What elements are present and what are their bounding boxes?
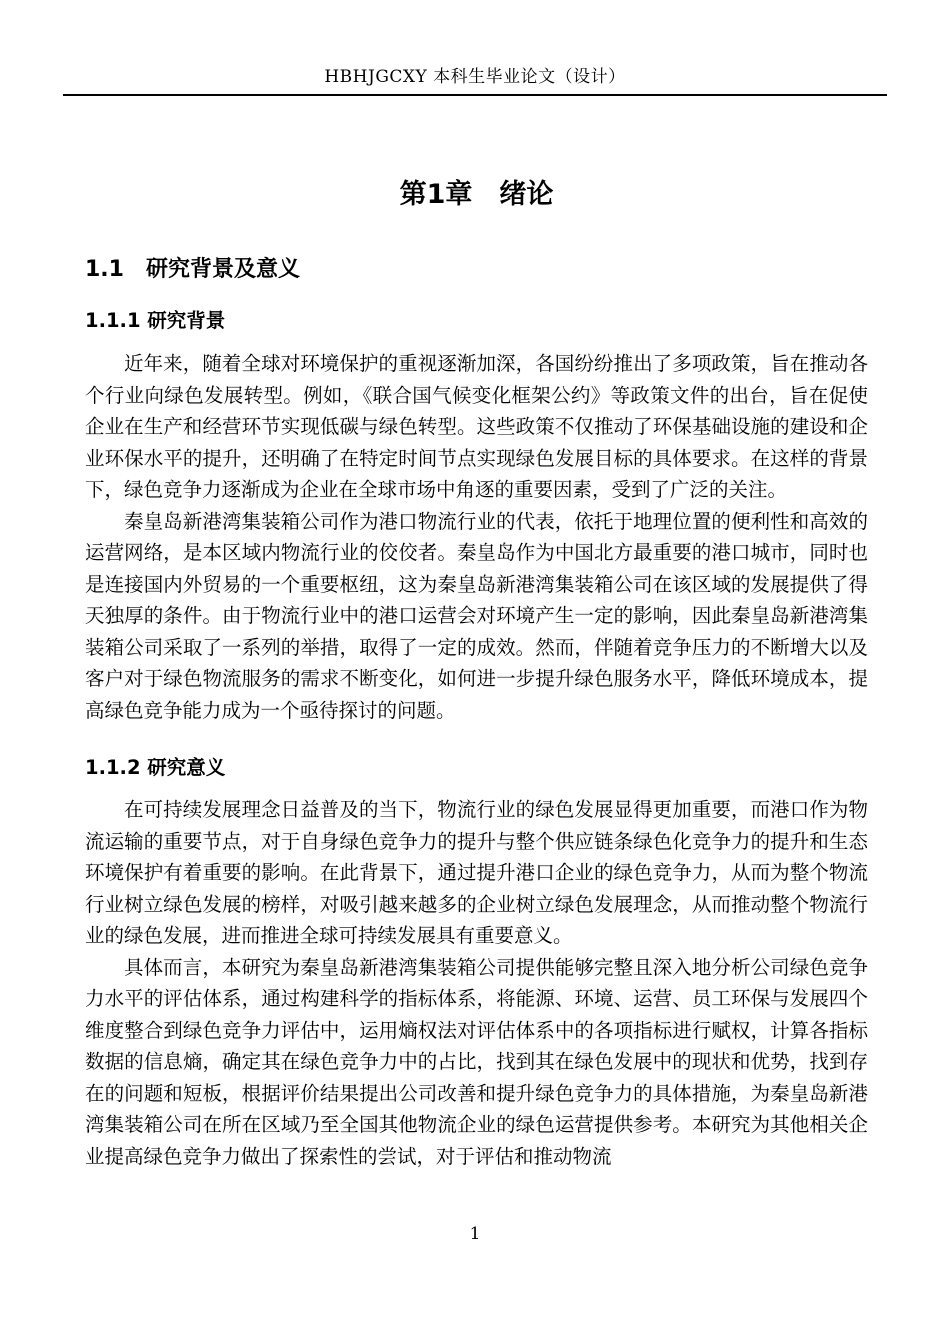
paragraph-research-significance-1: 在可持续发展理念日益普及的当下，物流行业的绿色发展显得更加重要，而港口作为物流运输的重要节点，对于自身绿色竞争力的提升与整个供应链条绿色化竞争力的提升和生态环境保护有着重要的影响。在此背景下，通过提升港口企业的绿色竞争力，从而为整个物流行业树立绿色发展的榜样，对吸引越来越多的企业树立绿色发展理念，从而推动整个物流行业的绿色发展，进而推进全球可持续发展具有重要意义。: [85, 798, 868, 947]
section-heading-1-1: 1.1 研究背景及意义: [85, 257, 300, 282]
page-content: [85, 150, 868, 1172]
section-heading-1-1-2: 1.1.2 研究意义: [85, 756, 226, 779]
page-number: 1: [469, 1224, 481, 1244]
paragraph-research-background-1: 近年来，随着全球对环境保护的重视逐渐加深，各国纷纷推出了多项政策，旨在推动各个行业向绿色发展转型。例如，《联合国气候变化框架公约》等政策文件的出台，旨在促使企业在生产和经营环节实现低碳与绿色转型。这些政策不仅推动了环保基础设施的建设和企业环保水平的提升，还明确了在特定时间节点实现绿色发展目标的具体要求。在这样的背景下，绿色竞争力逐渐成为企业在全球市场中角逐的重要因素，受到了广泛的关注。: [85, 352, 868, 501]
paragraph-research-background-2: 秦皇岛新港湾集装箱公司作为港口物流行业的代表，依托于地理位置的便利性和高效的运营网络，是本区域内物流行业的佼佼者。秦皇岛作为中国北方最重要的港口城市，同时也是连接国内外贸易的一个重要枢纽，这为秦皇岛新港湾集装箱公司在该区域的发展提供了得天独厚的条件。由于物流行业中的港口运营会对环境产生一定的影响，因此秦皇岛新港湾集装箱公司采取了一系列的举措，取得了一定的成效。然而，伴随着竞争压力的不断增大以及客户对于绿色物流服务的需求不断变化，如何进一步提升绿色服务水平，降低环境成本，提高绿色竞争能力成为一个亟待探讨的问题。: [85, 509, 868, 722]
section-heading-1-1-1: 1.1.1 研究背景: [85, 309, 226, 332]
paragraph-research-significance-2: 具体而言，本研究为秦皇岛新港湾集装箱公司提供能够完整且深入地分析公司绿色竞争力水平的评估体系，通过构建科学的指标体系，将能源、环境、运营、员工环保与发展四个维度整合到绿色竞争力评估中，运用熵权法对评估体系中的各项指标进行赋权，计算各指标数据的信息熵，确定其在绿色竞争力中的占比，找到其在绿色发展中的现状和优势，找到存在的问题和短板，根据评价结果提出公司改善和提升绿色竞争力的具体措施，为秦皇岛新港湾集装箱公司在所在区域乃至全国其他物流企业的绿色运营提供参考。本研究为其他相关企业提高绿色竞争力做出了探索性的尝试，对于评估和推动物流: [85, 955, 868, 1168]
chapter-title: 第1章 绪论: [399, 179, 554, 210]
running-header: HBHJGCXY 本科生毕业论文（设计）: [63, 62, 887, 96]
